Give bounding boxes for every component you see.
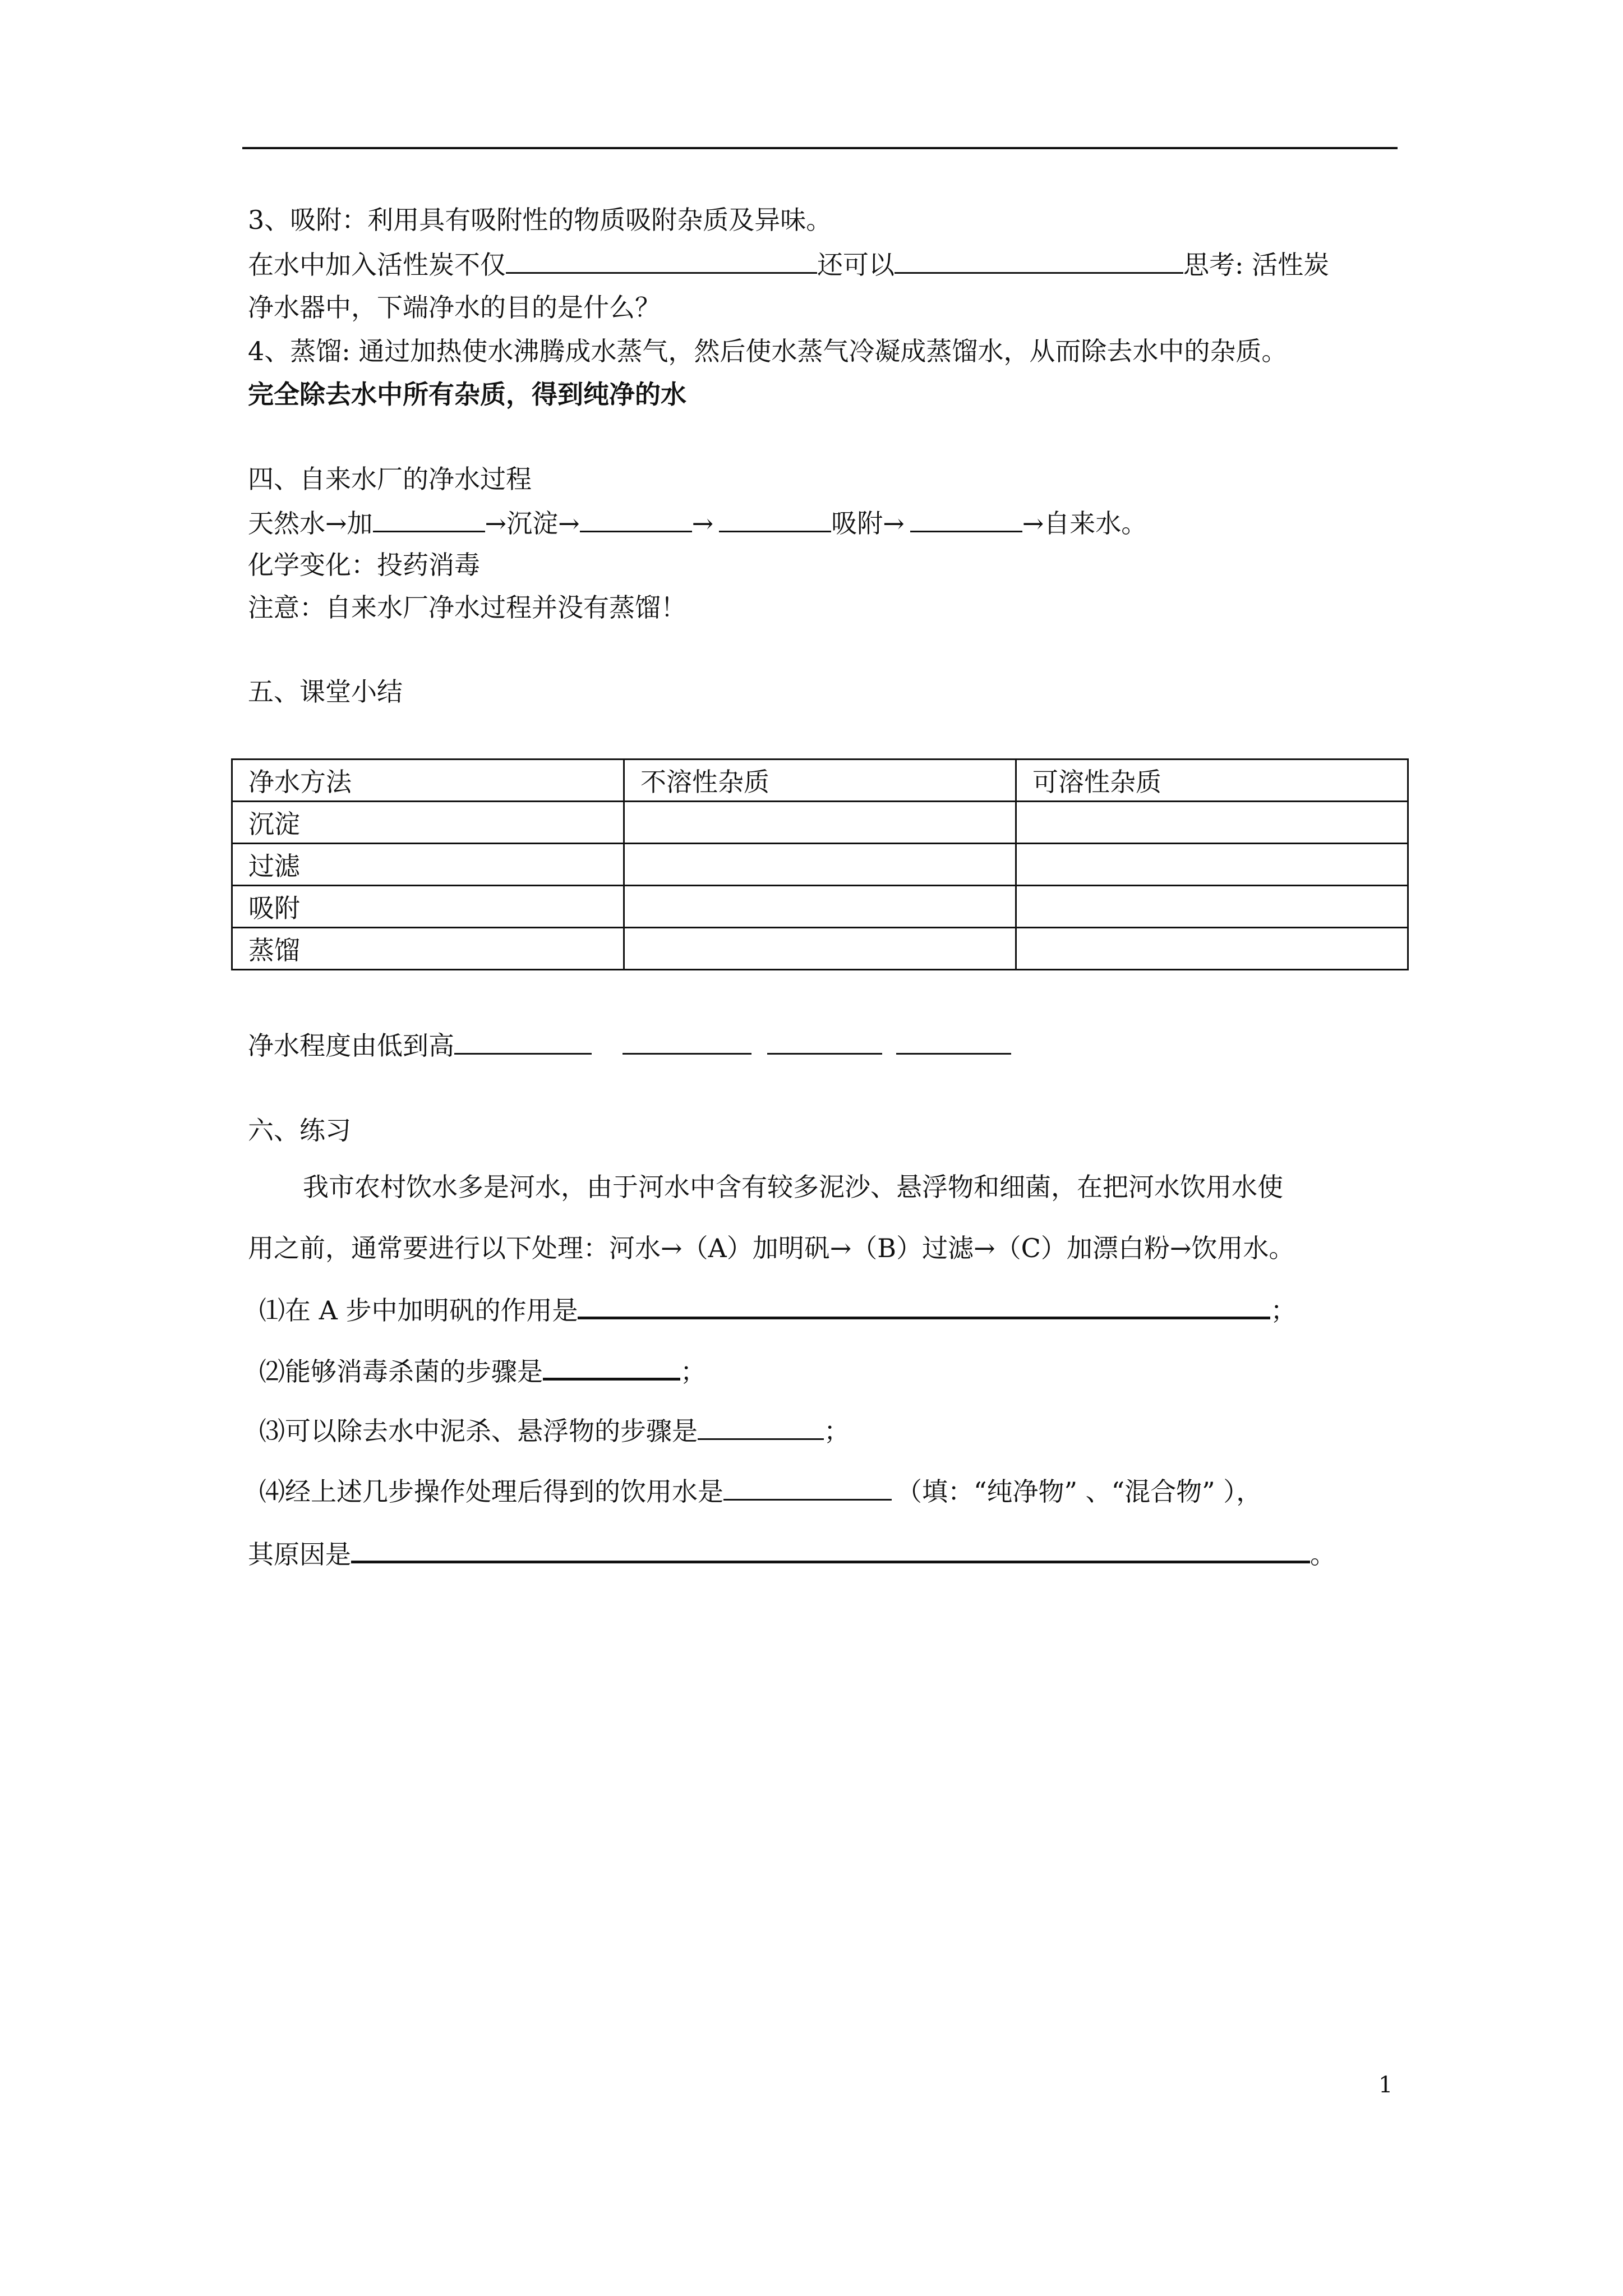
method-cell: 吸附 bbox=[232, 886, 624, 928]
table-header: 净水方法 bbox=[232, 760, 624, 802]
empty-cell[interactable] bbox=[624, 802, 1016, 844]
purification-degree-line: 净水程度由低到高 bbox=[248, 1028, 1011, 1062]
distillation-emphasis: 完全除去水中所有杂质，得到纯净的水 bbox=[248, 379, 686, 409]
answer-blank[interactable] bbox=[723, 1474, 892, 1501]
water-plant-flow-line: 天然水→加 →沉淀→ → 吸附→ →自来水。 bbox=[248, 506, 1147, 540]
answer-blank[interactable] bbox=[373, 506, 485, 532]
question-1: ⑴在 A 步中加明矾的作用是 ； bbox=[259, 1292, 1296, 1327]
exercise-paragraph: 用之前，通常要进行以下处理：河水→（A）加明矾→（B）过滤→（C）加漂白粉→饮用水。 bbox=[248, 1233, 1295, 1263]
answer-blank[interactable] bbox=[719, 506, 831, 532]
answer-blank[interactable] bbox=[351, 1536, 1310, 1563]
table-header: 可溶性杂质 bbox=[1016, 760, 1408, 802]
empty-cell[interactable] bbox=[1016, 844, 1408, 886]
adsorption-line: 3、吸附：利用具有吸附性的物质吸附杂质及异味。 bbox=[248, 205, 832, 235]
section-6-title: 六、练习 bbox=[248, 1115, 351, 1145]
question-2: ⑵能够消毒杀菌的步骤是 ； bbox=[259, 1353, 706, 1388]
empty-cell[interactable] bbox=[624, 928, 1016, 970]
distillation-line: 4、蒸馏: 通过加热使水沸腾成水蒸气，然后使水蒸气冷凝成蒸馏水，从而除去水中的杂质。 bbox=[248, 336, 1288, 366]
table-header: 不溶性杂质 bbox=[624, 760, 1016, 802]
answer-blank[interactable] bbox=[767, 1028, 882, 1055]
empty-cell[interactable] bbox=[624, 886, 1016, 928]
section-4-title: 四、自来水厂的净水过程 bbox=[248, 464, 532, 494]
table-row bbox=[232, 802, 1408, 844]
summary-table bbox=[231, 758, 1409, 970]
answer-blank[interactable] bbox=[578, 1292, 1270, 1319]
answer-blank[interactable] bbox=[543, 1353, 680, 1381]
page-number: 1 bbox=[1378, 2072, 1393, 2098]
exercise-paragraph: 我市农村饮水多是河水，由于河水中含有较多泥沙、悬浮物和细菌，在把河水饮用水使 bbox=[303, 1172, 1283, 1202]
question-4: ⑷经上述几步操作处理后得到的饮用水是 （填：“纯净物” 、“混合物” ）， bbox=[259, 1474, 1262, 1508]
header-rule bbox=[242, 147, 1398, 149]
method-cell: 沉淀 bbox=[232, 802, 624, 844]
table-row bbox=[232, 844, 1408, 886]
note-line: 注意：自来水厂净水过程并没有蒸馏！ bbox=[248, 592, 686, 623]
chemical-change-line: 化学变化：投药消毒 bbox=[248, 550, 480, 580]
answer-blank[interactable] bbox=[623, 1028, 751, 1055]
answer-blank[interactable] bbox=[454, 1028, 592, 1055]
answer-blank[interactable] bbox=[910, 506, 1022, 532]
answer-blank[interactable] bbox=[580, 506, 692, 532]
table-header-row bbox=[232, 760, 1408, 802]
charcoal-question-line: 净水器中，下端净水的目的是什么？ bbox=[248, 292, 661, 323]
empty-cell[interactable] bbox=[1016, 802, 1408, 844]
answer-blank[interactable] bbox=[896, 1028, 1011, 1055]
answer-blank[interactable] bbox=[698, 1414, 824, 1440]
table-row bbox=[232, 886, 1408, 928]
empty-cell[interactable] bbox=[624, 844, 1016, 886]
method-cell: 过滤 bbox=[232, 844, 624, 886]
question-3: ⑶可以除去水中泥杀、悬浮物的步骤是 ； bbox=[259, 1414, 850, 1448]
section-5-title: 五、课堂小结 bbox=[248, 677, 403, 707]
empty-cell[interactable] bbox=[1016, 886, 1408, 928]
empty-cell[interactable] bbox=[1016, 928, 1408, 970]
answer-blank[interactable] bbox=[506, 247, 817, 274]
table-row bbox=[232, 928, 1408, 970]
answer-blank[interactable] bbox=[895, 247, 1183, 274]
method-cell: 蒸馏 bbox=[232, 928, 624, 970]
activated-charcoal-line: 在水中加入活性炭不仅 还可以 思考: 活性炭 bbox=[248, 247, 1329, 282]
question-4-reason: 其原因是 。 bbox=[248, 1536, 1336, 1571]
